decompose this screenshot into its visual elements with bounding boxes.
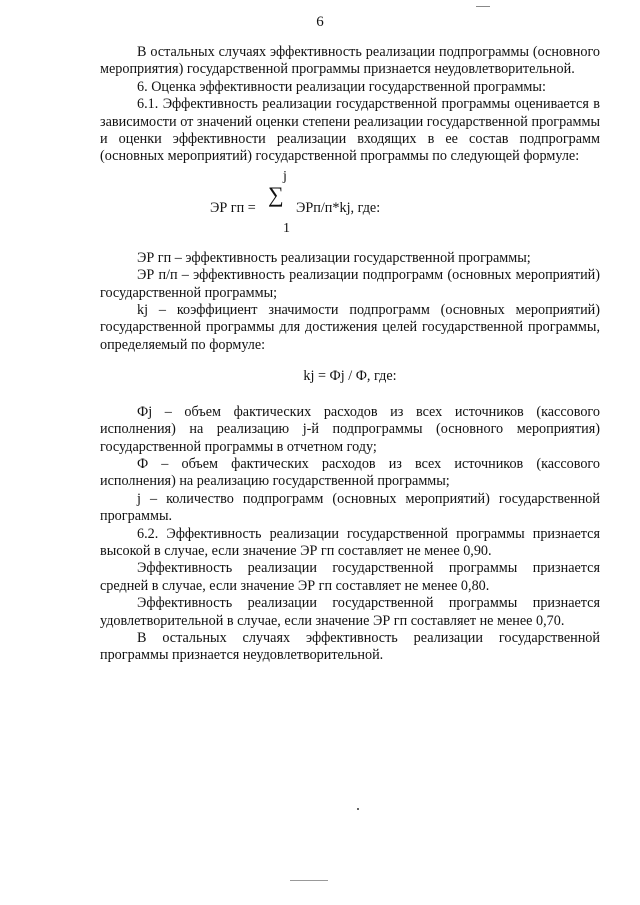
formula-er-gp: [100, 170, 600, 250]
definition-kj: kj – коэффициент значимости подпрограмм (основных мероприятий) государственной программы для достижения целей государственной программы, определяемый по формуле:: [100, 302, 600, 353]
formula-lhs: ЭР гп =: [210, 199, 256, 216]
paragraph-6-2: 6.2. Эффективность реализации государственной программы признается высокой в случае, если значение ЭР гп составляет не менее 0,90.: [100, 525, 600, 559]
bottom-rule: [290, 880, 328, 881]
definition-f: Ф – объем фактических расходов из всех источников (кассового исполнения) на реализацию государственной программы;: [100, 455, 600, 490]
paragraph-satisfactory: Эффективность реализации государственной программы признается удовлетворительной в случае, если значение ЭР гп составляет не менее 0,70.: [100, 595, 600, 629]
definition-er-gp: ЭР гп – эффективность реализации государственной программы;: [137, 249, 531, 266]
definition-fj: Фj – объем фактических расходов из всех источников (кассового исполнения) на реализацию j-й подпрограммы (основного мероприятия) государственной программы в отчетном году;: [100, 403, 600, 455]
paragraph-unsatisfactory-subprogram: В остальных случаях эффективность реализации подпрограммы (основного мероприятия) государственной программы признается неудовлетворительной.: [100, 44, 600, 78]
sum-symbol: ∑: [268, 181, 284, 207]
paragraph-medium: Эффективность реализации государственной программы признается средней в случае, если значение ЭР гп составляет не менее 0,80.: [100, 560, 600, 594]
sum-upper-limit: j: [283, 168, 287, 184]
top-rule: [476, 6, 490, 7]
paragraph-6-1: 6.1. Эффективность реализации государственной программы оценивается в зависимости от значений оценки степени реализации государственной программы и оценки эффективности реализации входящих в ее состав подпрограмм (основных мероприятий) государственной программы по следующей формуле:: [100, 96, 600, 165]
stray-dot: [357, 808, 359, 810]
section-heading-6: 6. Оценка эффективности реализации государственной программы:: [137, 78, 546, 95]
page-number: 6: [316, 14, 324, 30]
document-body: [100, 44, 600, 665]
formula-rhs: ЭРп/п*kj, где:: [296, 199, 381, 216]
paragraph-unsatisfactory: В остальных случаях эффективность реализации государственной программы признается неудовлетворительной.: [100, 629, 600, 664]
definition-j: j – количество подпрограмм (основных мероприятий) государственной программы.: [100, 490, 600, 525]
sum-lower-limit: 1: [283, 220, 290, 236]
formula-kj: kj = Фj / Ф, где:: [303, 368, 397, 385]
definition-er-pp: ЭР п/п – эффективность реализации подпрограмм (основных мероприятий) государственной программы;: [100, 267, 600, 301]
